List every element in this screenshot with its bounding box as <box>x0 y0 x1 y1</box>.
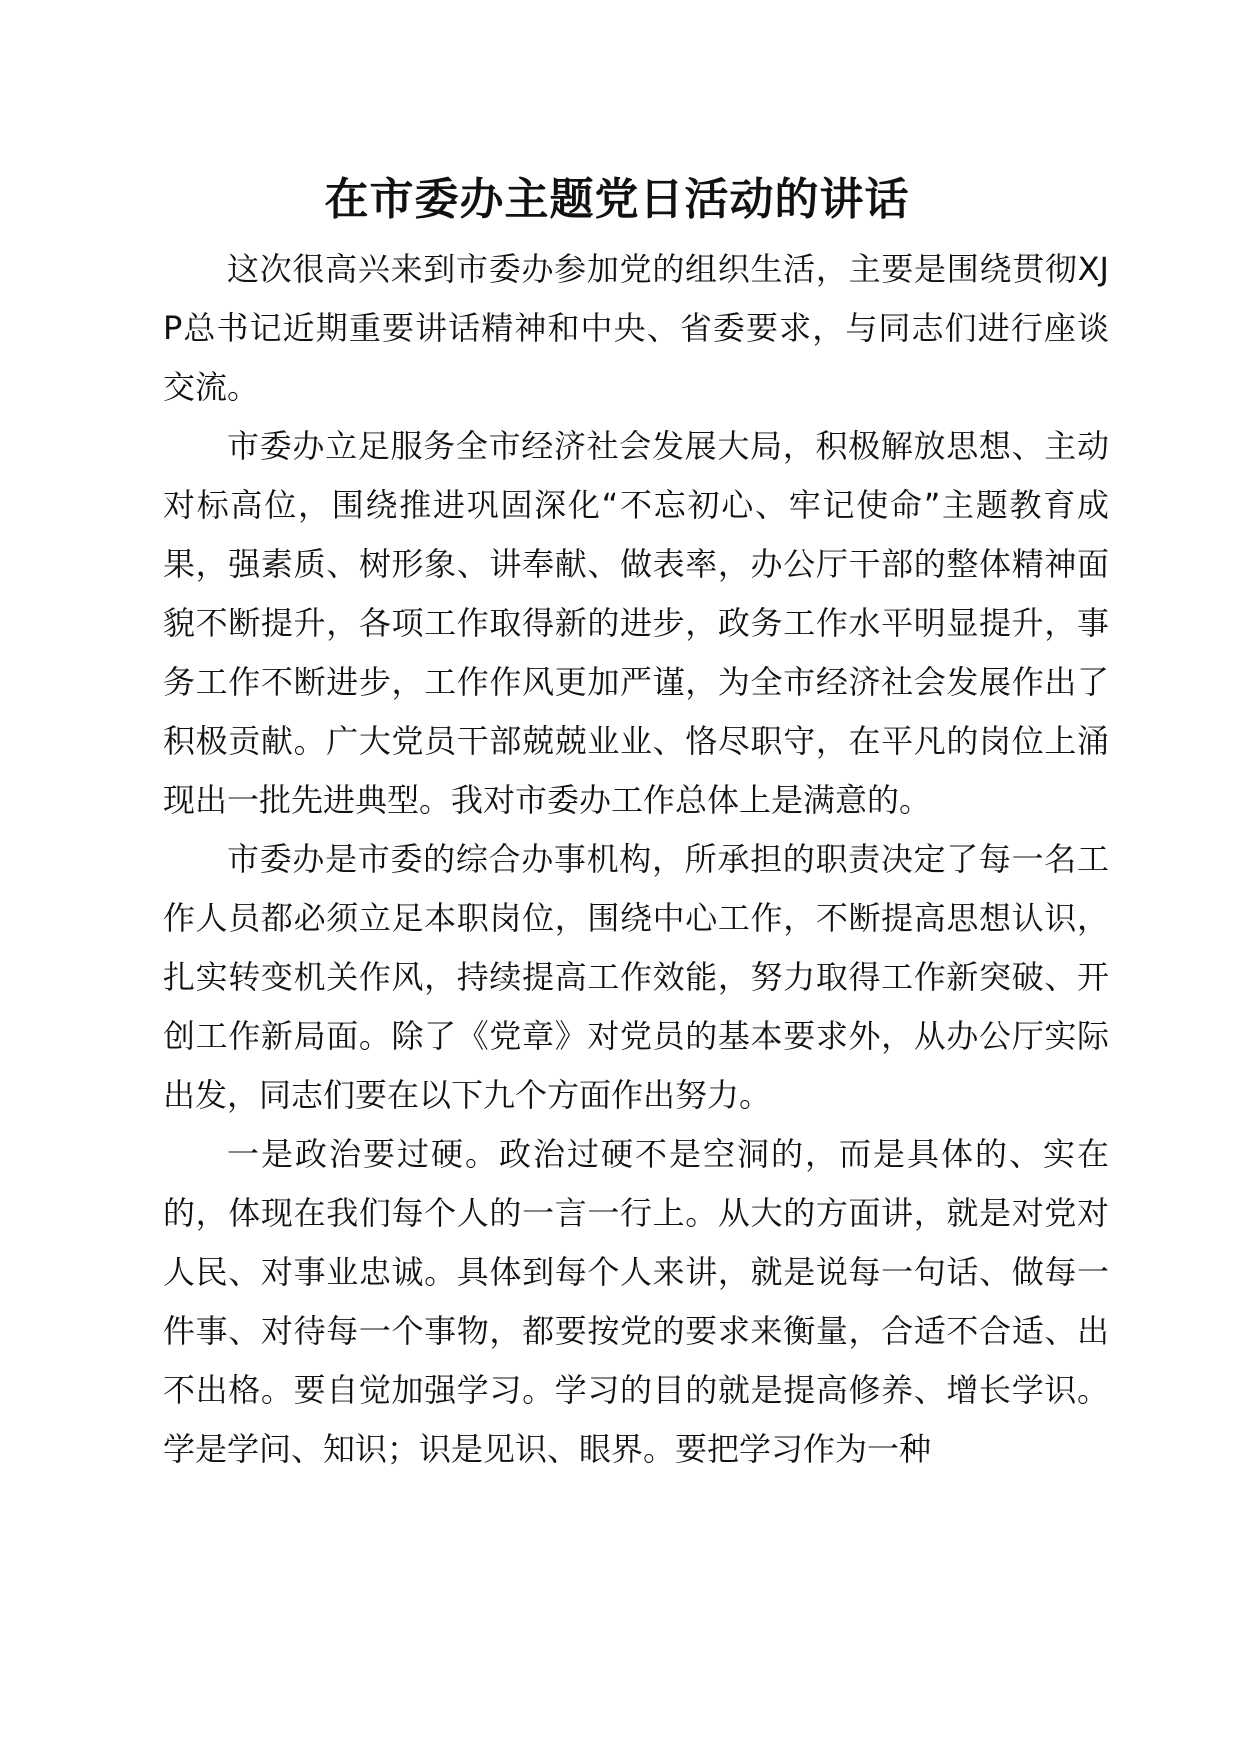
paragraph-3: 市委办是市委的综合办事机构，所承担的职责决定了每一名工作人员都必须立足本职岗位，围绕中心工作，不断提高思想认识，扎实转变机关作风，持续提高工作效能，努力取得工作新突破、开创工作新局面。除了《党章》对党员的基本要求外，从办公厅实际出发，同志们要在以下九个方面作出努力。 <box>163 840 1109 1114</box>
paragraph-4: 一是政治要过硬。政治过硬不是空洞的，而是具体的、实在的，体现在我们每个人的一言一行上。从大的方面讲，就是对党对人民、对事业忠诚。具体到每个人来讲，就是说每一句话、做每一件事、对待每一个事物，都要按党的要求来衡量，合适不合适、出不出格。要自觉加强学习。学习的目的就是提高修养、增长学识。学是学问、知识；识是见识、眼界。要把学习作为一种 <box>163 1135 1109 1468</box>
document-body <box>163 240 1109 1479</box>
paragraph-2: 市委办立足服务全市经济社会发展大局，积极解放思想、主动对标高位，围绕推进巩固深化“不忘初心、牢记使命”主题教育成果，强素质、树形象、讲奉献、做表率，办公厅干部的整体精神面貌不断提升，各项工作取得新的进步，政务工作水平明显提升，事务工作不断进步，工作作风更加严谨，为全市经济社会发展作出了积极贡献。广大党员干部兢兢业业、恪尽职守，在平凡的岗位上涌现出一批先进典型。我对市委办工作总体上是满意的。 <box>163 427 1109 819</box>
document-title: 在市委办主题党日活动的讲话 <box>324 174 910 225</box>
paragraph-1: 这次很高兴来到市委办参加党的组织生活，主要是围绕贯彻XJP总书记近期重要讲话精神和中央、省委要求，与同志们进行座谈交流。 <box>163 250 1109 406</box>
